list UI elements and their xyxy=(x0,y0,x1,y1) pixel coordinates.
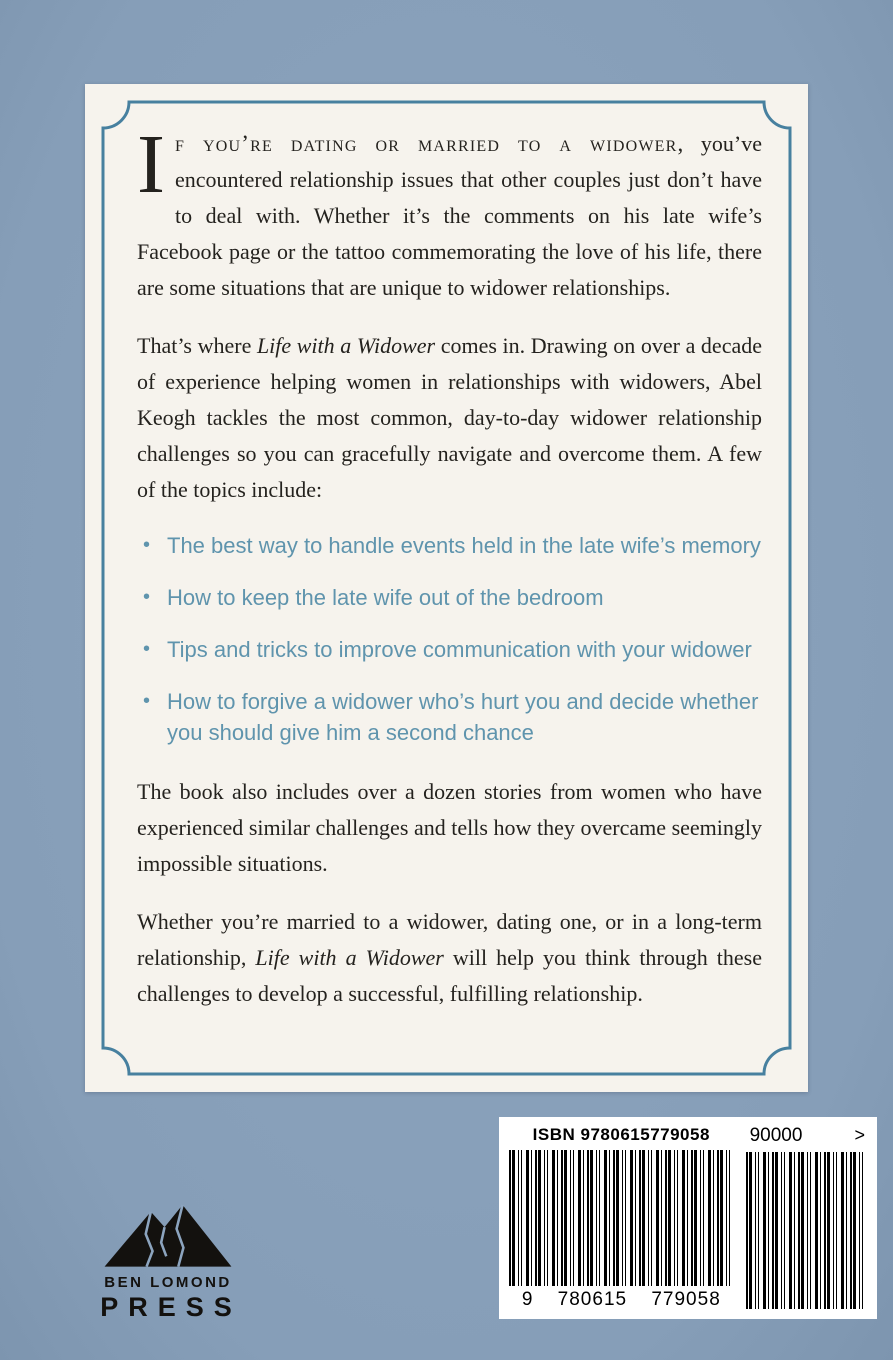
topic-text: How to forgive a widower who’s hurt you and decide whether you should give him a second chance xyxy=(167,689,759,745)
addon-barcode-area xyxy=(746,1123,867,1311)
isbn-label: ISBN 9780615779058 xyxy=(532,1125,710,1144)
blurb-content xyxy=(85,84,808,1012)
publisher-press-wordmark: PRESS xyxy=(100,1292,242,1322)
mountain-icon xyxy=(93,1198,243,1270)
closing-paragraph xyxy=(137,904,762,1012)
publisher-logo xyxy=(88,1198,248,1323)
price-addon-barcode xyxy=(746,1152,867,1309)
price-arrow-icon: > xyxy=(854,1125,865,1145)
publisher-name: BEN LOMOND xyxy=(104,1274,232,1291)
topic-text: The best way to handle events held in the late wife’s memory xyxy=(167,533,761,558)
topic-text: Tips and tricks to improve communication with your widower xyxy=(167,637,752,662)
topic-item xyxy=(137,686,762,748)
intro-paragraph xyxy=(137,118,762,306)
main-barcode-area xyxy=(509,1123,734,1311)
price-code-row xyxy=(746,1123,867,1152)
topic-item xyxy=(137,582,762,613)
book-title-italic: Life with a Widower xyxy=(255,945,444,970)
topic-text: How to keep the late wife out of the bedroom xyxy=(167,585,604,610)
barcode-block xyxy=(499,1117,877,1319)
about-paragraph xyxy=(137,328,762,508)
blurb-panel xyxy=(85,84,808,1092)
intro-body-text: you’ve encountered relationship issues that other couples just don’t have to deal with. Whether it’s the comments on his late wife’s Facebook page or the tattoo commemorating the love of his life, there are some situations that are unique to widower relationships. xyxy=(137,131,762,300)
dropcap-letter: I xyxy=(137,118,165,211)
book-title-italic: Life with a Widower xyxy=(256,333,436,358)
intro-smallcaps-text: f you’re dating or married to a widower, xyxy=(174,131,685,156)
topic-item xyxy=(137,530,762,561)
closing-text-pre: Whether you’re married to a widower, dating one, or in a long-term relationship, xyxy=(137,909,762,970)
about-text-pre: That’s where xyxy=(137,333,257,358)
ean-barcode xyxy=(509,1150,734,1286)
stories-paragraph: The book also includes over a dozen stories from women who have experienced similar challenges and tells how they overcame seemingly impossible situations. xyxy=(137,779,762,876)
about-text-post: comes in. Drawing on over a decade of experience helping women in relationships with widowers, Abel Keogh tackles the most common, day-to-day widower relationship challenges so you can gracefully navigate and overcome them. A few of the topics include: xyxy=(137,333,762,502)
topic-item xyxy=(137,634,762,665)
closing-text-post: will help you think through these challenges to develop a successful, fulfilling relationship. xyxy=(137,945,762,1006)
barcode-digits: 9 780615 779058 xyxy=(521,1289,721,1310)
price-code: 90000 xyxy=(749,1125,803,1146)
topics-list xyxy=(137,530,762,748)
